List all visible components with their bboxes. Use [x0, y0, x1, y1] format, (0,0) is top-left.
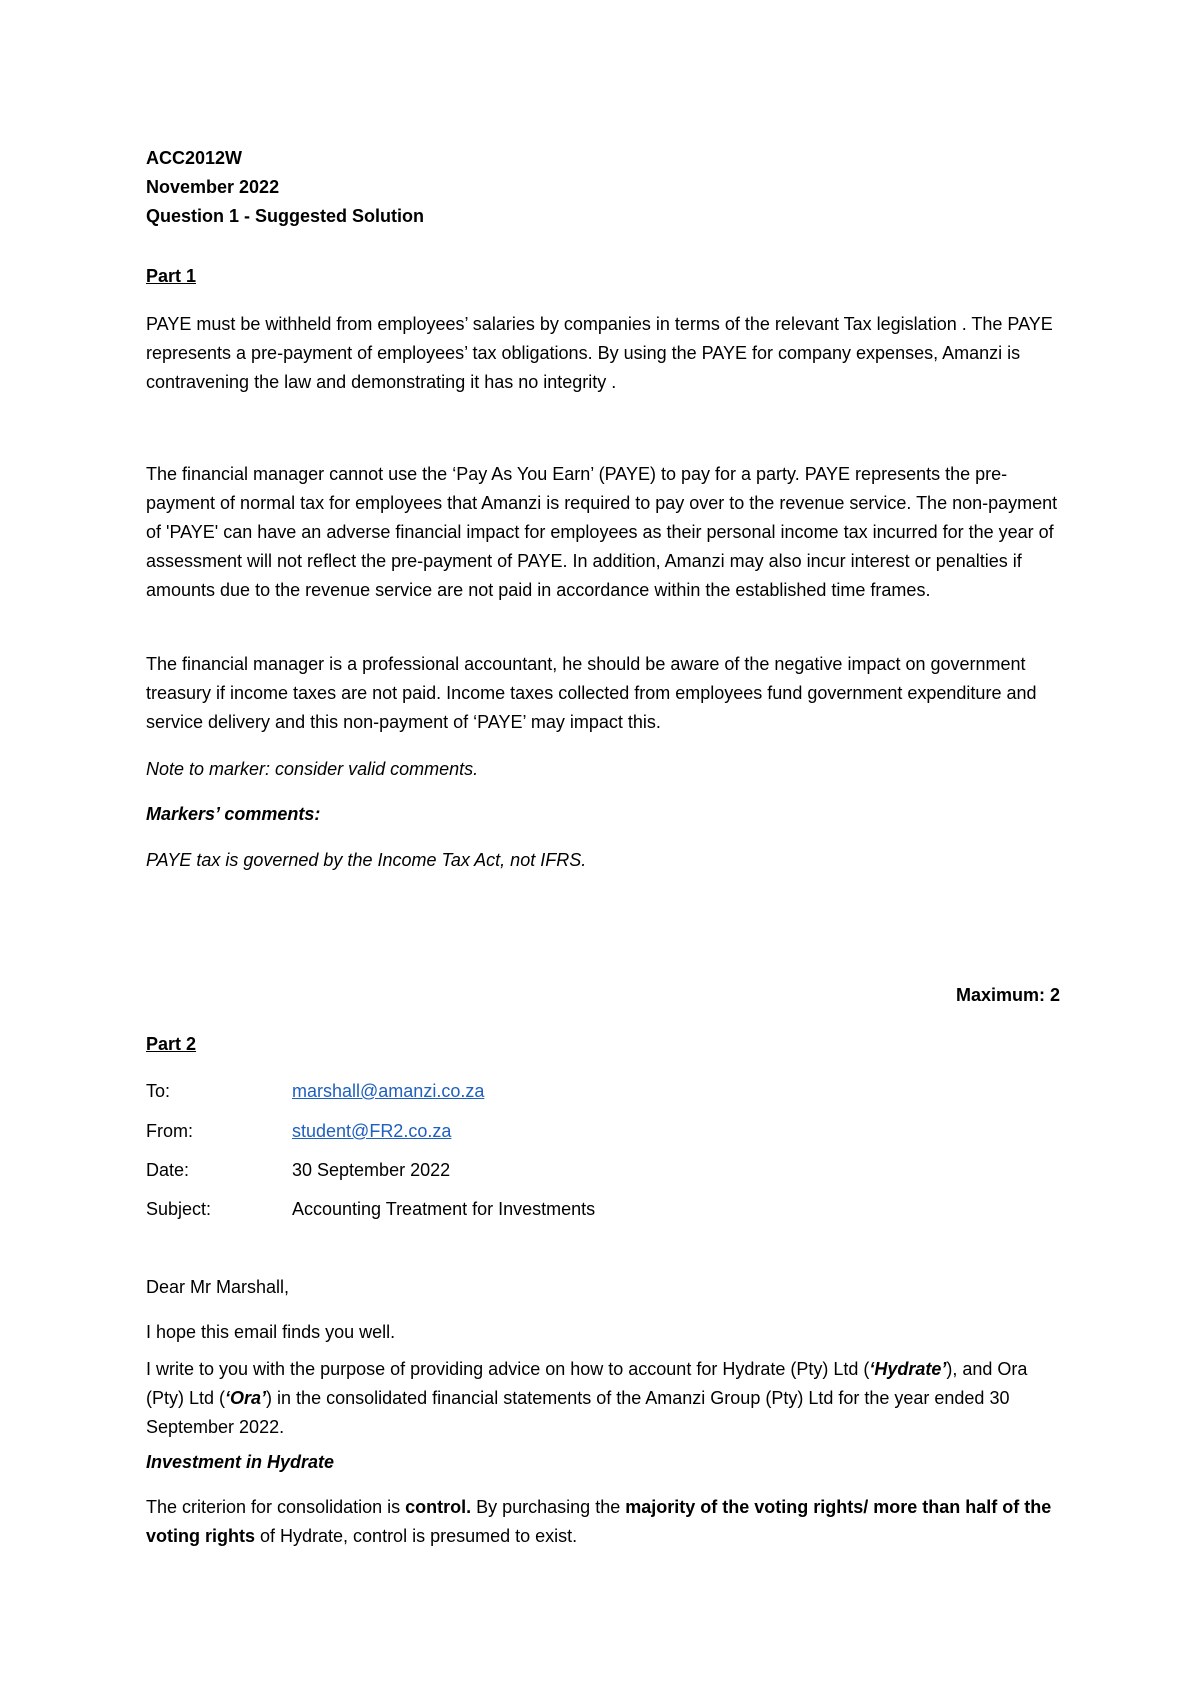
greeting: Dear Mr Marshall, — [146, 1277, 290, 1297]
hope-line: I hope this email finds you well. — [146, 1322, 396, 1342]
criterion-text-a: The criterion for consolidation is — [146, 1497, 406, 1517]
criterion-text-b: By purchasing the — [471, 1497, 626, 1517]
markers-comment: PAYE tax is governed by the Income Tax Act, not IFRS. — [146, 850, 587, 870]
part1-paragraph-1: PAYE must be withheld from employees’ salaries by companies in terms of the relevant Tax legislation . The PAYE represents a pre-payment of employees’ tax obligations. By using the PAYE for company expenses, Amanzi is contravening the law and demonstrating it has no integrity . — [146, 314, 1053, 392]
investment-hydrate-heading: Investment in Hydrate — [146, 1452, 335, 1472]
maximum-marks: Maximum: 2 — [955, 985, 1060, 1005]
memo-to-label: To: — [146, 1081, 171, 1101]
part1-paragraph-3: The financial manager is a professional accountant, he should be aware of the negative impact on government treasury if income taxes are not paid. Income taxes collected from employees fund government expenditure and service delivery and this non-payment of ‘PAYE’ may impact this. — [146, 654, 1037, 732]
memo-to-row — [146, 1077, 1060, 1106]
ora-abbrev: ‘Ora’ — [225, 1388, 267, 1408]
memo-from-label: From: — [146, 1121, 193, 1141]
control-term: control. — [405, 1497, 472, 1517]
note-to-marker: Note to marker: consider valid comments. — [146, 759, 479, 779]
memo-date-value: 30 September 2022 — [292, 1160, 451, 1180]
memo-from-row — [146, 1117, 1060, 1146]
criterion-paragraph — [146, 1493, 1060, 1551]
memo-subject-row — [146, 1195, 1060, 1224]
part1-heading: Part 1 — [146, 266, 197, 286]
course-code: ACC2012W — [146, 148, 243, 168]
intro-text-b: ), and Ora (Pty) Ltd ( — [146, 1359, 1028, 1408]
markers-comments-heading: Markers’ comments: — [146, 804, 321, 824]
exam-date: November 2022 — [146, 177, 280, 197]
intro-text-c: ) in the consolidated financial statements of the Amanzi Group (Pty) Ltd for the year ended 30 September 2022. — [146, 1388, 1010, 1437]
memo-date-row — [146, 1156, 1060, 1185]
part2-heading: Part 2 — [146, 1034, 197, 1054]
hydrate-abbrev: ‘Hydrate’ — [869, 1359, 947, 1379]
document-title: Question 1 - Suggested Solution — [146, 206, 425, 226]
majority-voting-term: majority of the voting rights/ more than half of the voting rights — [146, 1497, 1052, 1546]
memo-subject-label: Subject: — [146, 1199, 212, 1219]
memo-to-email-link[interactable]: marshall@amanzi.co.za — [292, 1081, 485, 1101]
memo-date-label: Date: — [146, 1160, 190, 1180]
intro-text-a: I write to you with the purpose of providing advice on how to account for Hydrate (Pty) Ltd ( — [146, 1359, 870, 1379]
memo-from-email-link[interactable]: student@FR2.co.za — [292, 1121, 452, 1141]
criterion-text-c: of Hydrate, control is presumed to exist. — [255, 1526, 578, 1546]
memo-subject-value: Accounting Treatment for Investments — [292, 1199, 596, 1219]
part1-paragraph-2: The financial manager cannot use the ‘Pay As You Earn’ (PAYE) to pay for a party. PAYE represents the pre-payment of normal tax for employees that Amanzi is required to pay over to the revenue service. The non-payment of 'PAYE' can have an adverse financial impact for employees as their personal income tax incurred for the year of assessment will not reflect the pre-payment of PAYE. In addition, Amanzi may also incur interest or penalties if amounts due to the revenue service are not paid in accordance within the established time frames. — [146, 464, 1058, 600]
intro-paragraph — [146, 1355, 1060, 1442]
